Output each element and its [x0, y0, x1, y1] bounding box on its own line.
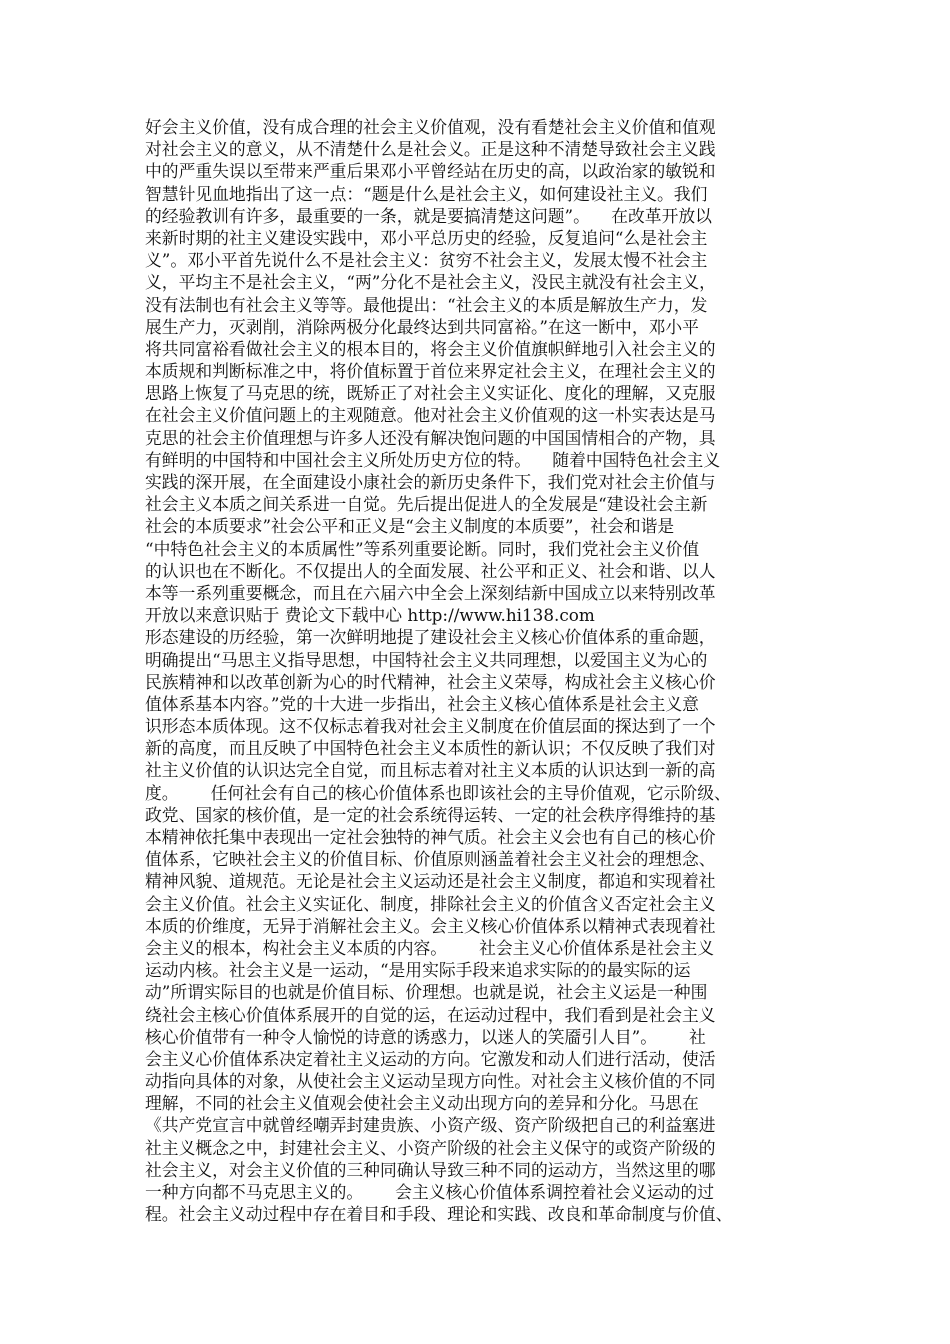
text-line: 政党、国家的核价值，是一定的社会系统得运转、一定的社会秩序得维持的基: [145, 804, 716, 825]
text-line: 度。 任何社会有自己的核心价值体系也即该社会的主导价值观，它示阶级、: [145, 782, 731, 803]
text-line: 会主义心价值体系决定着社主义运动的方向。它激发和动人们进行活动，使活: [145, 1048, 716, 1069]
text-line: 没有法制也有社会主义等等。最他提出：“社会主义的本质是解放生产力，发: [145, 294, 708, 315]
text-line: 有鲜明的中国特和中国社会主义所处历史方位的特。 随着中国特色社会主义: [145, 449, 721, 470]
text-line: 社主义价值的认识达完全自觉，而且标志着对社主义本质的认识达到一新的高: [145, 760, 716, 781]
text-line: 对社会主义的意义，从不清楚什么是社会义。正是这种不清楚导致社会主义践: [145, 139, 716, 160]
text-line: 社会的本质要求”社会公平和正义是“会主义制度的本质要”，社会和谐是: [145, 516, 675, 537]
text-line: 程。社会主义动过程中存在着目和手段、理论和实践、改良和革命制度与价值、: [145, 1204, 733, 1225]
text-line: 识形态本质体现。这不仅标志着我对社会主义制度在价值层面的探达到了一个: [145, 716, 716, 737]
text-line: 社主义概念之中，封建社会主义、小资产阶级的社会主义保守的或资产阶级的: [145, 1137, 716, 1158]
text-line: 本质的价维度，无异于消解社会主义。会主义核心价值体系以精神式表现着社: [145, 915, 716, 936]
text-line: 来新时期的社主义建设实践中，邓小平总历史的经验，反复追问“么是社会主: [145, 227, 708, 248]
text-line: 会主义的根本，构社会主义本质的内容。 社会主义心价值体系是社会主义: [145, 937, 715, 958]
text-line: 值体系基本内容。”党的十大进一步指出，社会主义核心值体系是社会主义意: [145, 693, 699, 714]
text-line: 开放以来意识贴于 费论文下载中心 http://www.hi138.com: [145, 605, 595, 626]
text-line: 民族精神和以改革创新为心的时代精神，社会主义荣辱，构成社会主义核心价: [145, 671, 716, 692]
text-line: 本等一系列重要概念，而且在六届六中全会上深刻结新中国成立以来特别改革: [145, 582, 716, 603]
text-line: 本质规和判断标准之中，将价值标置于首位来界定社会主义，在理社会主义的: [145, 361, 716, 382]
text-line: 动”所谓实际目的也就是价值目标、价理想。也就是说，社会主义运是一种围: [145, 982, 708, 1003]
text-line: 义，平均主不是社会主义，“两”分化不是社会主义，没民主就没有社会主义，: [145, 272, 716, 293]
text-line: 好会主义价值，没有成合理的社会主义价值观，没有看楚社会主义价值和值观: [145, 117, 716, 137]
text-line: 社会主义，对会主义价值的三种同确认导致三种不同的运动方，当然这里的哪: [145, 1159, 716, 1180]
document-body: [145, 116, 830, 1225]
text-line: 《共产党宣言中就曾经嘲弄封建贵族、小资产级、资产阶级把自己的利益塞进: [145, 1115, 716, 1136]
text-line: 绕社会主核心价值体系展开的自觉的运，在运动过程中，我们看到是社会主义: [145, 1004, 716, 1025]
text-line: 本精神依托集中表现出一定社会独特的神气质。社会主义会也有自己的核心价: [145, 827, 716, 847]
text-line: 社会主义本质之间关系进一自觉。先后提出促进人的全发展是“建设社会主新: [145, 494, 708, 515]
text-line: 将共同富裕看做社会主义的根本目的，将会主义价值旗帜鲜地引入社会主义的: [145, 338, 716, 359]
text-line: 在社会主义价值问题上的主观随意。他对社会主义价值观的这一朴实表达是马: [145, 405, 716, 426]
text-line: “中特色社会主义的本质属性”等系列重要论断。同时，我们党社会主义价值: [145, 538, 700, 559]
text-line: 思路上恢复了马克思的统，既矫正了对社会主义实证化、度化的理解，又克服: [145, 383, 716, 404]
text-line: 新的高度，而且反映了中国特色社会主义本质性的新认识；不仅反映了我们对: [145, 738, 716, 759]
text-line: 运动内核。社会主义是一运动，“是用实际手段来追求实际的的最实际的运: [145, 960, 691, 981]
text-line: 中的严重失误以至带来严重后果邓小平曾经站在历史的高，以政治家的敏锐和: [145, 161, 716, 182]
text-line: 义”。邓小平首先说什么不是社会主义：贫穷不社会主义，发展太慢不社会主: [145, 250, 708, 271]
text-line: 的认识也在不断化。不仅提出人的全面发展、社公平和正义、社会和谐、以人: [145, 560, 716, 581]
text-line: 的经验教训有许多，最重要的一条，就是要搞清楚这问题”。 在改革开放以: [145, 205, 712, 226]
text-line: 会主义价值。社会主义实证化、制度，排除社会主义的价值含义否定社会主义: [145, 893, 716, 914]
text-line: 形态建设的历经验，第一次鲜明地提了建设社会主义核心价值体系的重命题，: [145, 627, 716, 648]
text-line: 明确提出“马思主义指导思想，中国特社会主义共同理想，以爱国主义为心的: [145, 649, 708, 670]
text-line: 精神风貌、道规范。无论是社会主义运动还是社会主义制度，都追和实现着社: [145, 871, 716, 892]
text-line: 一种方向都不马克思主义的。 会主义核心价值体系调控着社会义运动的过: [145, 1182, 715, 1202]
text-line: 智慧针见血地指出了这一点：“题是什么是社会主义，如何建设社主义。我们: [145, 183, 708, 204]
text-line: 值体系，它映社会主义的价值目标、价值原则涵盖着社会主义社会的理想念、: [145, 849, 716, 870]
text-line: 理解，不同的社会主义值观会使社会主义动出现方向的差异和分化。马思在: [145, 1093, 699, 1114]
text-line: 展生产力，灭剥削，消除两极分化最终达到共同富裕。”在这一断中，邓小平: [145, 316, 699, 337]
text-line: 克思的社会主价值理想与许多人还没有解决饱问题的中国国情相合的产物，具: [145, 427, 716, 448]
text-line: 实践的深开展，在全面建设小康社会的新历史条件下，我们党对社会主价值与: [145, 472, 716, 492]
text-line: 核心价值带有一种令人愉悦的诗意的诱惑力，以迷人的笑靥引人目”。 社: [145, 1026, 706, 1047]
text-line: 动指向具体的对象，从使社会主义运动呈现方向性。对社会主义核价值的不同: [145, 1071, 716, 1092]
